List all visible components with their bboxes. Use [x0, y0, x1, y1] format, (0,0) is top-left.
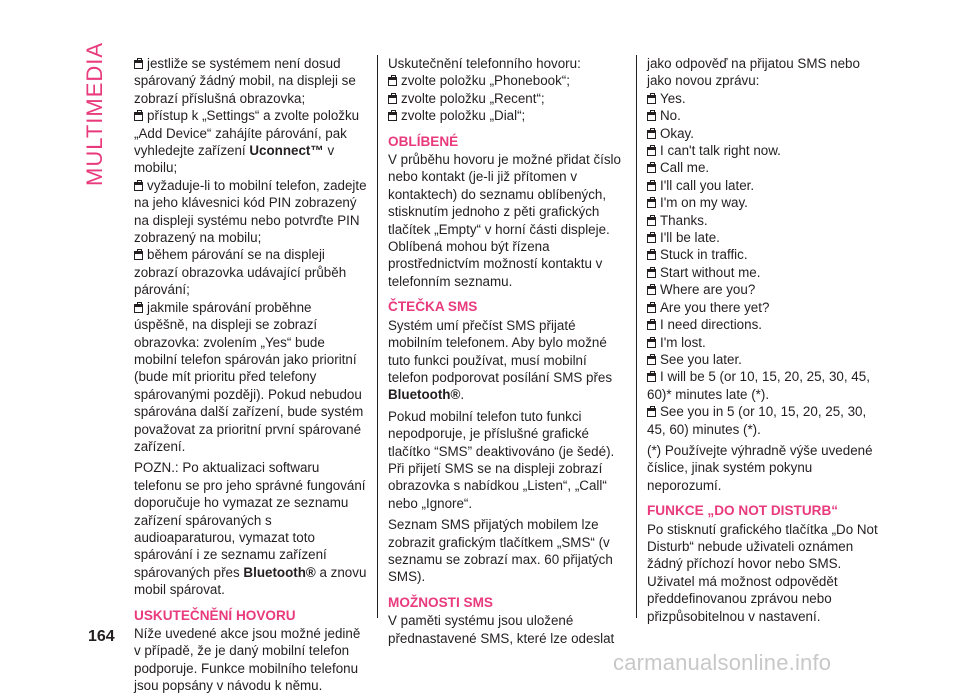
bullet-icon: [647, 373, 656, 382]
bullet-icon: [388, 112, 397, 121]
list-item: I'm on my way.: [647, 194, 883, 211]
footnote: (*) Používejte výhradně výše uvedené číslice, jinak systém pokynu neporozumí.: [647, 442, 873, 493]
list-item: Okay.: [647, 125, 883, 142]
section-heading: MOŽNOSTI SMS: [388, 594, 493, 610]
list-item: Where are you?: [647, 281, 883, 298]
bullet-icon: [134, 60, 143, 69]
list-item: I'll be late.: [647, 229, 883, 246]
paragraph: V paměti systému jsou uložené přednastavené SMS, které lze odeslat: [388, 613, 615, 646]
list-item: Are you there yet?: [647, 299, 883, 316]
list-item: I'll call you later.: [647, 177, 883, 194]
bullet-icon: [647, 199, 656, 208]
bullet-icon: [134, 112, 143, 121]
bullet-item: přístup k „Settings“ a zvolte položku „Add Device“ zahájíte párování, pak vyhledejte zařízení Uconnect™ v mobilu;: [134, 108, 360, 176]
section-heading: ČTEČKA SMS: [388, 299, 478, 315]
column-1: [134, 55, 368, 699]
bullet-icon: [647, 286, 656, 295]
bullet-icon: [647, 304, 656, 313]
list-item: Thanks.: [647, 212, 883, 229]
note-paragraph: POZN.: Po aktualizaci softwaru telefonu se pro jeho správné fungování doporučuje ho vymazat ze seznamu zařízení spárovaných s audioaparaturou, vymazat toto spárování i ze seznamu zařízení spárovaných přes Bluetooth® a znovu mobil spárovat.: [134, 460, 367, 598]
bullet-icon: [647, 339, 656, 348]
bullet-icon: [647, 95, 656, 104]
list-item: I'm lost.: [647, 334, 883, 351]
bullet-item: jakmile spárování proběhne úspěšně, na displeji se zobrazí obrazovka: zvolením „Yes“ bude mobilní telefon spárován jako prioritní (bude mít prioritu před telefony spárovanými později). Pokud nebudou spárována další zařízení, bude systém považovat za prioritní první spárované zařízení.: [134, 299, 364, 454]
bullet-icon: [647, 234, 656, 243]
bullet-icon: [647, 147, 656, 156]
bullet-icon: [647, 408, 656, 417]
bullet-icon: [647, 217, 656, 226]
column-3: [647, 55, 883, 629]
column-2: [388, 55, 624, 651]
bullet-icon: [134, 182, 143, 191]
paragraph: V průběhu hovoru je možné přidat číslo nebo kontakt (je-li již přítomen v kontaktech) do seznamu oblíbených, stisknutím jednoho z pěti grafických tlačítek „Empty“ v horní části displeje. Oblíbená mohou být řízena prostřednictvím možností kontaktu v telefonním seznamu.: [388, 152, 621, 289]
bullet-item: jestliže se systémem není dosud spárovaný žádný mobil, na displeji se zobrazí příslušná obrazovka;: [134, 56, 356, 106]
paragraph: jako odpověď na přijatou SMS nebo jako novou zprávu:: [647, 56, 860, 89]
bullet-icon: [647, 182, 656, 191]
list-item: See you in 5 (or 10, 15, 20, 25, 30, 45, 60) minutes (*).: [647, 404, 867, 437]
paragraph: Uskutečnění telefonního hovoru:: [388, 56, 581, 71]
column-divider: [377, 55, 378, 618]
page-number: 164: [88, 628, 115, 645]
bullet-icon: [647, 112, 656, 121]
bullet-icon: [134, 304, 143, 313]
list-item: I need directions.: [647, 316, 883, 333]
list-item: No.: [647, 107, 883, 124]
bullet-item: vyžaduje-li to mobilní telefon, zadejte na jeho klávesnici kód PIN zobrazený na displeji systému nebo potvrďte PIN zobrazený na mobilu;: [134, 177, 367, 246]
bullet-icon: [647, 164, 656, 173]
bullet-icon: [647, 251, 656, 260]
message-list: [647, 90, 883, 438]
list-item: Yes.: [647, 90, 883, 107]
bullet-icon: [647, 356, 656, 365]
bullet-icon: [647, 269, 656, 278]
bullet-icon: [647, 130, 656, 139]
list-item: I will be 5 (or 10, 15, 20, 25, 30, 45, 60)* minutes late (*).: [647, 369, 870, 402]
paragraph: Seznam SMS přijatých mobilem lze zobrazit grafickým tlačítkem „SMS“ (v seznamu se zobrazí max. 60 přijatých SMS).: [388, 517, 613, 585]
section-title: MULTIMEDIA: [82, 41, 107, 186]
bullet-item: zvolte položku „Phonebook“;: [388, 72, 624, 89]
section-heading: USKUTEČNĚNÍ HOVORU: [134, 607, 296, 623]
bullet-icon: [134, 251, 143, 260]
paragraph: Pokud mobilní telefon tuto funkci nepodporuje, je příslušné grafické tlačítko “SMS” deaktivováno (je šedé). Při přijetí SMS se na displeji zobrazí obrazovka s nabídkou „Listen“, „Call“ nebo „Ignore“.: [388, 408, 615, 511]
list-item: Call me.: [647, 159, 883, 176]
bullet-item: zvolte položku „Recent“;: [388, 90, 624, 107]
bullet-item: zvolte položku „Dial“;: [388, 107, 624, 124]
list-item: Stuck in traffic.: [647, 246, 883, 263]
bullet-item: během párování se na displeji zobrazí obrazovka udávající průběh párování;: [134, 247, 347, 298]
list-item: See you later.: [647, 351, 883, 368]
paragraph: Systém umí přečíst SMS přijaté mobilním telefonem. Aby bylo možné tuto funkci používat, musí mobilní telefon podporovat posílání SMS přes Bluetooth®.: [388, 317, 613, 403]
list-item: I can't talk right now.: [647, 142, 883, 159]
bullet-icon: [647, 321, 656, 330]
column-divider: [636, 55, 637, 618]
bullet-icon: [388, 77, 397, 86]
paragraph: Po stisknutí grafického tlačítka „Do Not Disturb“ nebude uživateli oznámen žádný příchozí hovor nebo SMS. Uživatel má možnost odpovědět předdefinovanou zprávou nebo přizpůsobitelnou v nastavení.: [647, 521, 878, 624]
paragraph: Níže uvedené akce jsou možné jedině v případě, že je daný mobilní telefon podporuje. Funkce mobilního telefonu jsou popsány v návodu k němu.: [134, 626, 361, 694]
section-heading: OBLÍBENÉ: [388, 133, 459, 149]
list-item: Start without me.: [647, 264, 883, 281]
bullet-icon: [388, 95, 397, 104]
section-heading: FUNKCE „DO NOT DISTURB“: [647, 503, 839, 519]
watermark: carmanualsonline.info: [613, 650, 832, 675]
